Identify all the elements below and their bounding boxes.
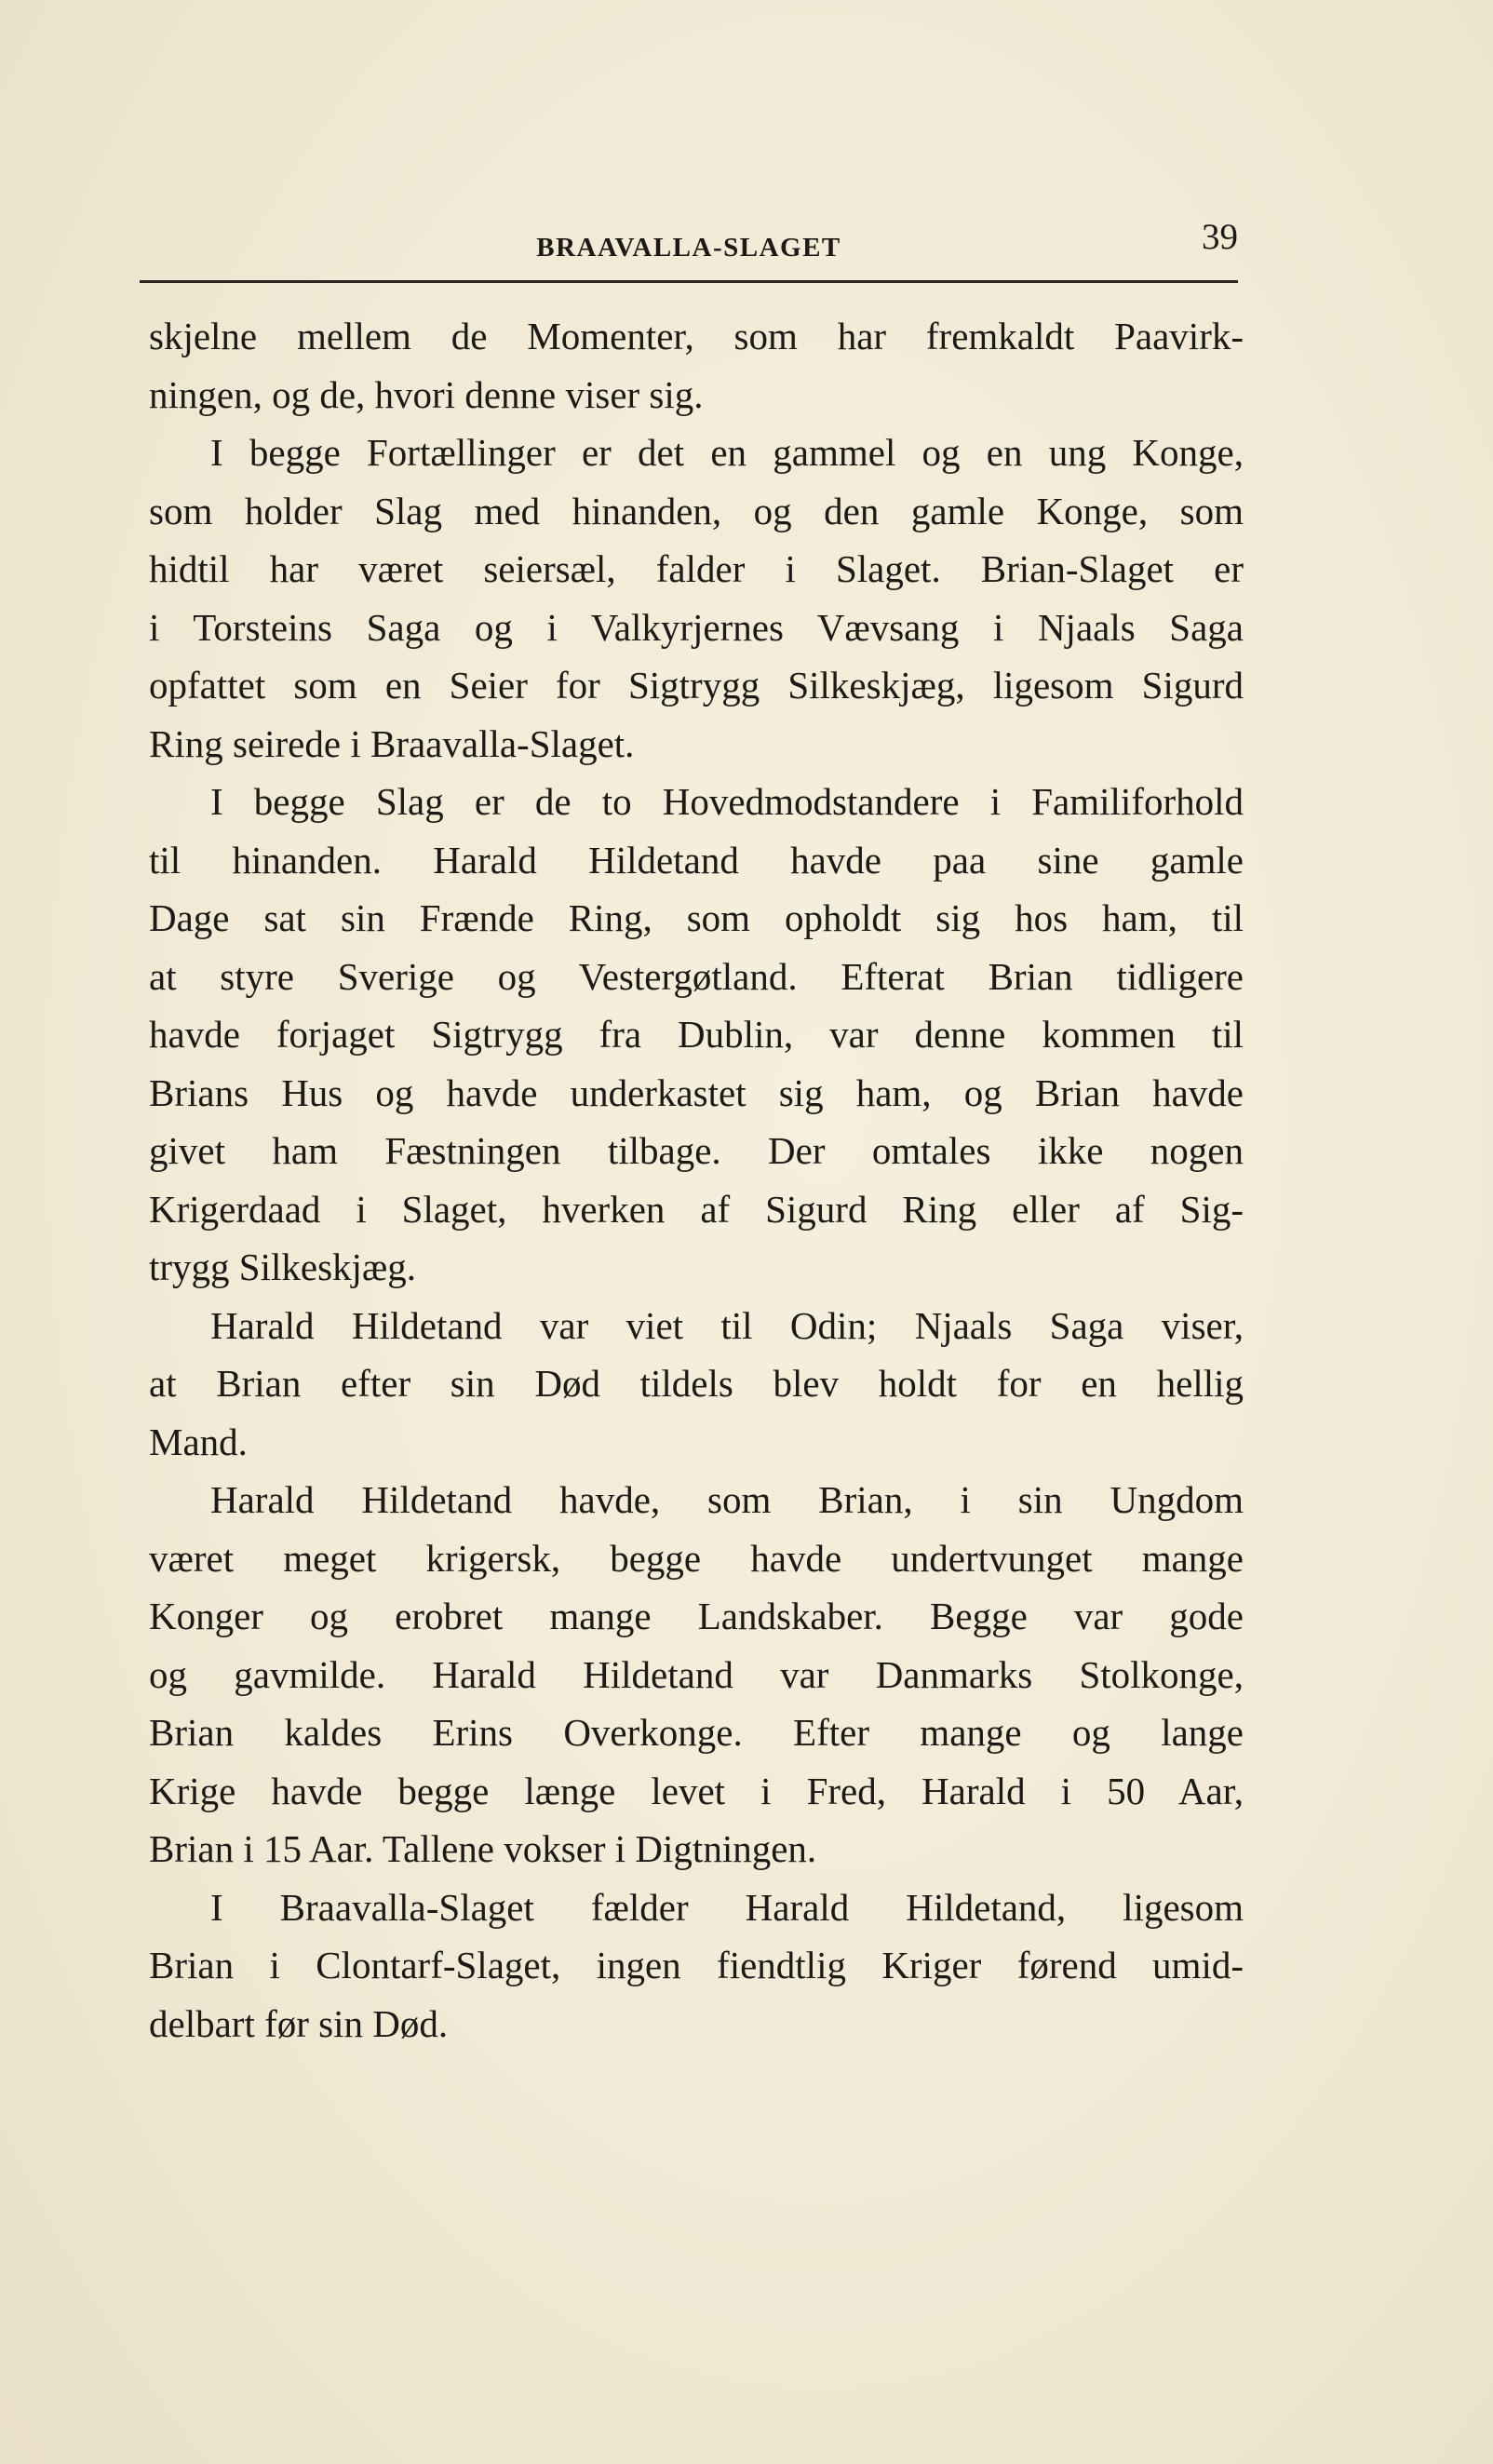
text-line: Brian i Clontarf-Slaget, ingen fiendtlig Kriger førend umid-	[149, 1944, 1244, 1986]
text-line: I begge Fortællinger er det en gammel og en ung Konge,	[210, 431, 1244, 474]
page-number: 39	[1202, 217, 1238, 257]
text-line: I begge Slag er de to Hovedmodstandere i Familiforhold	[210, 780, 1244, 823]
text-line: givet ham Fæstningen tilbage. Der omtales ikke nogen	[149, 1129, 1244, 1172]
text-line: at styre Sverige og Vestergøtland. Efterat Brian tidligere	[149, 954, 1244, 998]
text-line: Ring seirede i Braavalla-Slaget.	[149, 721, 635, 765]
text-line: Brian kaldes Erins Overkonge. Efter mange og lange	[149, 1711, 1244, 1754]
text-line: havde forjaget Sigtrygg fra Dublin, var denne kommen til	[149, 1013, 1244, 1056]
text-line: til hinanden. Harald Hildetand havde paa sine gamle	[149, 838, 1244, 882]
text-line: opfattet som en Seier for Sigtrygg Silkeskjæg, ligesom Sigurd	[149, 664, 1244, 707]
body-text	[149, 307, 1244, 2053]
text-line: Krige havde begge længe levet i Fred, Harald i 50 Aar,	[149, 1769, 1244, 1812]
page-header	[140, 216, 1238, 283]
text-line: trygg Silkeskjæg.	[149, 1245, 417, 1288]
text-line: I Braavalla-Slaget fælder Harald Hildetand, ligesom	[210, 1885, 1244, 1929]
text-line: Dage sat sin Frænde Ring, som opholdt sig hos ham, til	[149, 896, 1244, 939]
text-line: Brian i 15 Aar. Tallene vokser i Digtningen.	[149, 1827, 817, 1870]
text-line: hidtil har været seiersæl, falder i Slaget. Brian-Slaget er	[149, 547, 1244, 590]
text-line: skjelne mellem de Momenter, som har fremkaldt Paavirk-	[149, 315, 1244, 357]
header-rule	[140, 280, 1238, 283]
text-line: i Torsteins Saga og i Valkyrjernes Vævsang i Njaals Saga	[149, 605, 1244, 649]
text-line: som holder Slag med hinanden, og den gamle Konge, som	[149, 489, 1244, 532]
text-line: Harald Hildetand havde, som Brian, i sin Ungdom	[210, 1478, 1244, 1521]
text-line: delbart før sin Død.	[149, 2001, 449, 2045]
text-line: ningen, og de, hvori denne viser sig.	[149, 372, 704, 416]
text-line: Krigerdaad i Slaget, hverken af Sigurd Ring eller af Sig-	[149, 1187, 1244, 1231]
text-line: Konger og erobret mange Landskaber. Begge var gode	[149, 1595, 1244, 1637]
text-line: Harald Hildetand var viet til Odin; Njaals Saga viser,	[210, 1303, 1244, 1347]
text-line: og gavmilde. Harald Hildetand var Danmarks Stolkonge,	[149, 1652, 1244, 1696]
text-line: Mand.	[149, 1420, 248, 1463]
text-line: Brians Hus og havde underkastet sig ham, og Brian havde	[149, 1070, 1244, 1114]
text-line: at Brian efter sin Død tildels blev holdt for en hellig	[149, 1362, 1244, 1405]
running-title: BRAAVALLA-SLAGET	[536, 233, 841, 263]
text-line: været meget krigersk, begge havde undertvunget mange	[149, 1536, 1244, 1580]
